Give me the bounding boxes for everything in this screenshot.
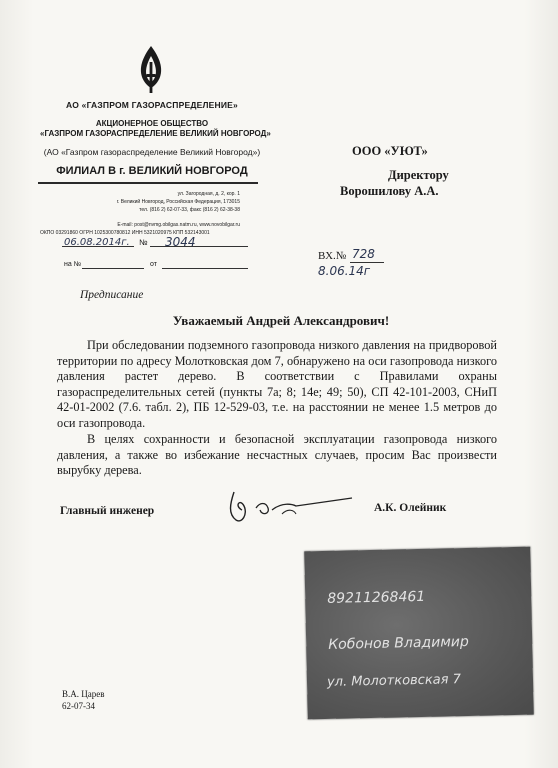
incoming-number: 728 <box>352 247 375 261</box>
outgoing-number: 3044 <box>165 235 196 249</box>
company-short-name: АО «ГАЗПРОМ ГАЗОРАСПРЕДЕЛЕНИЕ» <box>66 100 238 110</box>
handwritten-note-stamp <box>304 547 533 720</box>
incoming-date: 8.06.14г <box>318 264 371 278</box>
body-paragraph-2-text: В целях сохранности и безопасной эксплуатации газопровода низкого давления, а также во избежание несчастных случаев, просим Вас произвести вырубку дерева. <box>57 432 497 477</box>
letterhead-divider <box>38 182 258 184</box>
body-paragraph-2 <box>57 432 497 479</box>
document-type: Предписание <box>80 289 144 301</box>
registration-codes: ОКПО 03291860 ОГРН 1025300780812 ИНН 5321020975 КПП 532143001 <box>40 230 210 236</box>
addressee-org: ООО «УЮТ» <box>352 144 428 158</box>
incoming-number-label: ВХ.№ <box>318 250 347 262</box>
note-name: Кобонов Владимир <box>328 633 469 653</box>
note-phone: 89211268461 <box>327 588 426 607</box>
reference-number-label: на № <box>64 261 82 268</box>
outgoing-date: 06.08.2014г. <box>64 237 130 248</box>
signatory-name: А.К. Олейник <box>374 502 447 514</box>
addressee-name: Ворошилову А.А. <box>340 184 439 198</box>
reference-date-underline <box>162 268 248 269</box>
salutation: Уважаемый Андрей Александрович! <box>172 313 390 328</box>
address-line: тел. (816 2) 62-07-33, факс (816 2) 62-38-38 <box>139 207 240 213</box>
signatory-position: Главный инженер <box>60 505 155 517</box>
gazprom-logo-icon <box>136 44 166 94</box>
incoming-number-underline <box>350 262 384 263</box>
reference-date-label: от <box>150 261 157 268</box>
body-paragraph-1-text: При обследовании подземного газопровода низкого давления на придворовой территории по адресу Молотковская дом 7, обнаружено на оси газопровода низкого давления растет дерево. В соответствии с Правилами охраны газораспределительных сетей (пункты 7а; 8; 14е; 49; 50), СП 42-101-2003, СНиП 42-01-2002 (7.6. табл. 2), ПБ 12-529-03, т.е. на расстоянии не менее 1.5 метров до оси газопровода. <box>57 338 497 430</box>
executor-phone: 62-07-34 <box>62 701 95 711</box>
address-line: ул. Загородная, д. 2, кор. 1 <box>177 191 240 197</box>
company-alias: (АО «Газпром газораспределение Великий Новгород») <box>43 147 261 157</box>
handwritten-signature <box>212 484 358 530</box>
body-paragraph-1 <box>57 338 497 431</box>
address-line: г. Великий Новгород, Российская Федерация, 173015 <box>116 199 240 205</box>
note-address: ул. Молотковская 7 <box>326 672 462 690</box>
company-full-name-line2: «ГАЗПРОМ ГАЗОРАСПРЕДЕЛЕНИЕ ВЕЛИКИЙ НОВГОРОД» <box>40 129 271 138</box>
executor-name: В.А. Царев <box>62 689 105 699</box>
outgoing-number-prefix: № <box>139 238 148 247</box>
addressee-title: Директору <box>388 168 449 182</box>
address-line: E-mail: post@nvmg.obilgas.natm.ru, www.novobilgar.ru <box>117 222 240 228</box>
reference-number-underline <box>82 268 144 269</box>
company-full-name-line1: АКЦИОНЕРНОЕ ОБЩЕСТВО <box>95 119 209 128</box>
branch-name: ФИЛИАЛ В г. ВЕЛИКИЙ НОВГОРОД <box>56 165 248 177</box>
